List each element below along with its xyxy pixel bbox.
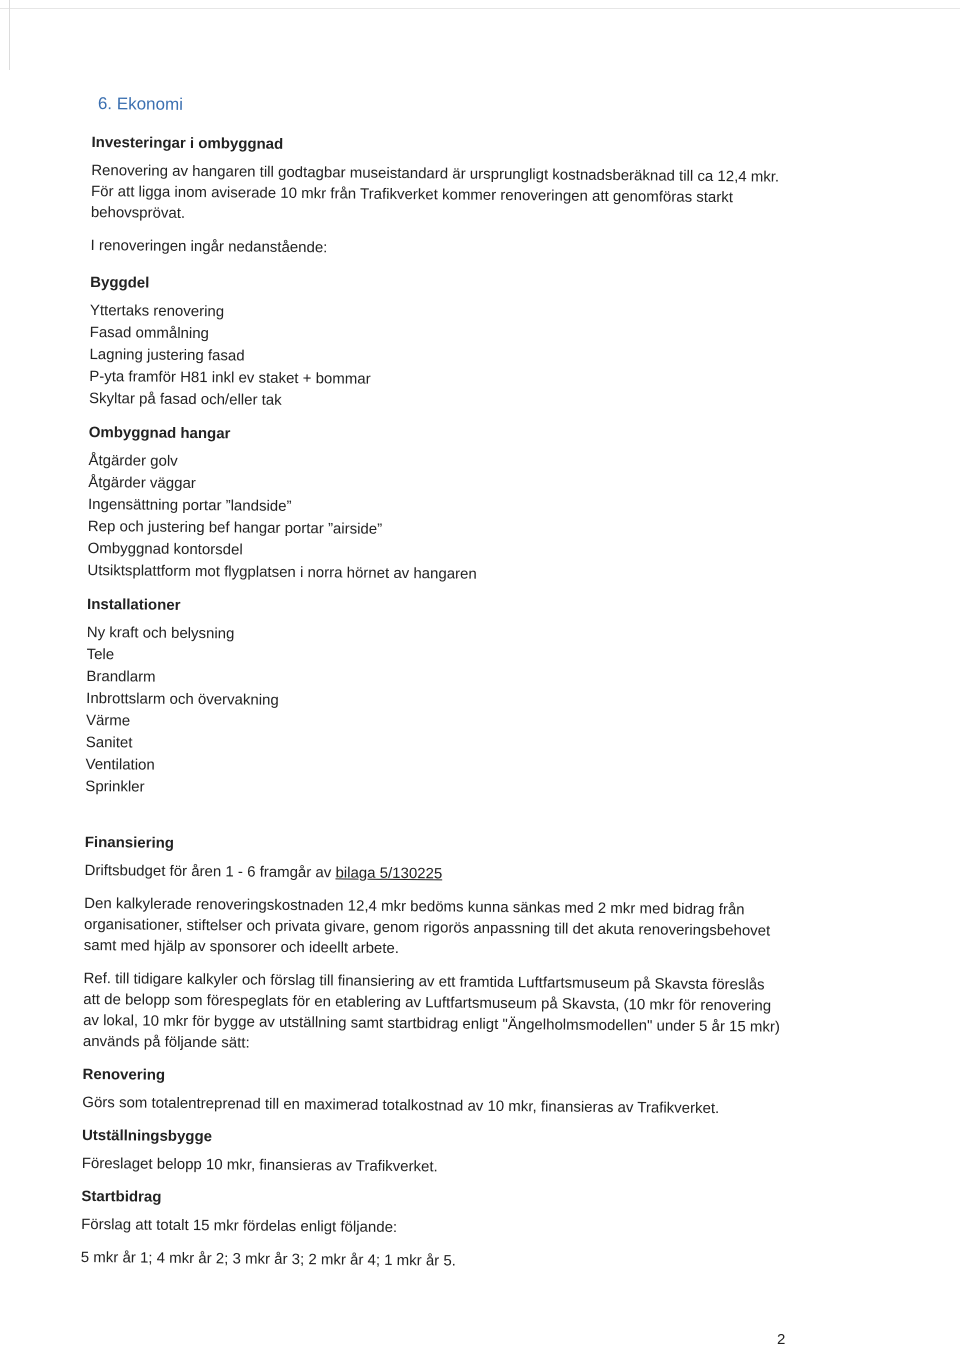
renovering-text: Görs som totalentreprenad till en maximerad totalkostnad av 10 mkr, finansieras av Trafikverket. [82,1093,720,1118]
list-item: Brandlarm [86,667,156,686]
ombyggnad-heading: Ombyggnad hangar [88,423,231,443]
bilaga-reference-link: bilaga 5/130225 [335,864,443,883]
byggdel-list [89,300,790,417]
byggdel-heading: Byggdel [90,273,150,292]
renovation-includes-text: I renoveringen ingår nedanstående: [90,236,328,257]
list-item: Ombyggnad kontorsdel [87,539,243,559]
utstallningsbygge-heading: Utställningsbygge [81,1126,213,1146]
finansiering-paragraph-1: Den kalkylerade renoveringskostnaden 12,4 mkr bedöms kunna sänkas med 2 mkr med bidrag från organisationer, stiftelser och privata givare, genom rigorös anpassning till det akuta renoveringsbehovet samt med hjälp av sponsorer och ideellt arbete. [83,894,771,957]
list-item: Skyltar på fasad och/eller tak [88,389,282,409]
document-page [81,94,792,1279]
list-item: Tele [86,645,115,664]
page-number: 2 [777,1331,786,1348]
list-item: Yttertaks renovering [89,301,225,321]
list-item: Ingensättning portar ”landside” [87,495,292,515]
list-item: Åtgärder väggar [88,473,196,493]
installationer-list [85,622,787,805]
list-item: Ny kraft och belysning [86,623,235,643]
list-item: Utsiktsplattform mot flygplatsen i norra hörnet av hangaren [87,561,477,583]
list-item: Sanitet [85,733,133,752]
renovering-heading: Renovering [82,1065,166,1084]
finansiering-heading: Finansiering [84,833,175,852]
utstallningsbygge-text: Föreslaget belopp 10 mkr, finansieras av Trafikverket. [81,1154,438,1176]
list-item: Värme [85,711,131,730]
list-item: Rep och justering bef hangar portar ”airside” [87,517,383,538]
installationer-heading: Installationer [87,595,181,614]
list-item: P-yta framför H81 inkl ev staket + bommar [89,367,371,388]
list-item: Sprinkler [85,777,145,796]
list-item: Lagning justering fasad [89,345,245,365]
scan-edge-top [0,8,960,9]
list-item: Ventilation [85,755,155,774]
section-title: 6. Ekonomi [97,94,184,114]
list-item: Inbrottslarm och övervakning [86,689,279,709]
budget-line [84,860,784,888]
list-item: Åtgärder golv [88,451,178,470]
startbidrag-heading: Startbidrag [81,1187,162,1206]
finansiering-paragraph-2: Ref. till tidigare kalkyler och förslag till finansiering av ett framtida Luftfartsmuseum på Skavsta föreslås att de belopp som förespeglats för en etablering av Luftfartsmuseum på Skavsta, (10 mkr för renovering av lokal, 10 mkr för bygge av utställning samt startbidrag enligt "Ängelholmsmodellen" under 5 år 15 mkr) används på följande sätt: [82,969,780,1052]
budget-text: Driftsbudget för åren 1 - 6 framgår av [84,861,336,882]
startbidrag-text-2: 5 mkr år 1; 4 mkr år 2; 3 mkr år 3; 2 mkr år 4; 1 mkr år 5. [80,1248,456,1270]
startbidrag-text-1: Förslag att totalt 15 mkr fördelas enligt följande: [81,1215,398,1236]
investments-heading: Investeringar i ombyggnad [91,133,284,153]
investments-paragraph: Renovering av hangaren till godtagbar museistandard är ursprungligt kostnadsberäknad till ca 12,4 mkr. För att ligga inom aviserade 10 mkr från Trafikverket kommer renoveringen att genomföras starkt behovsprövat. [90,161,780,222]
ombyggnad-list [87,450,788,589]
list-item: Fasad ommålning [89,323,210,343]
scan-edge-left [9,0,10,70]
